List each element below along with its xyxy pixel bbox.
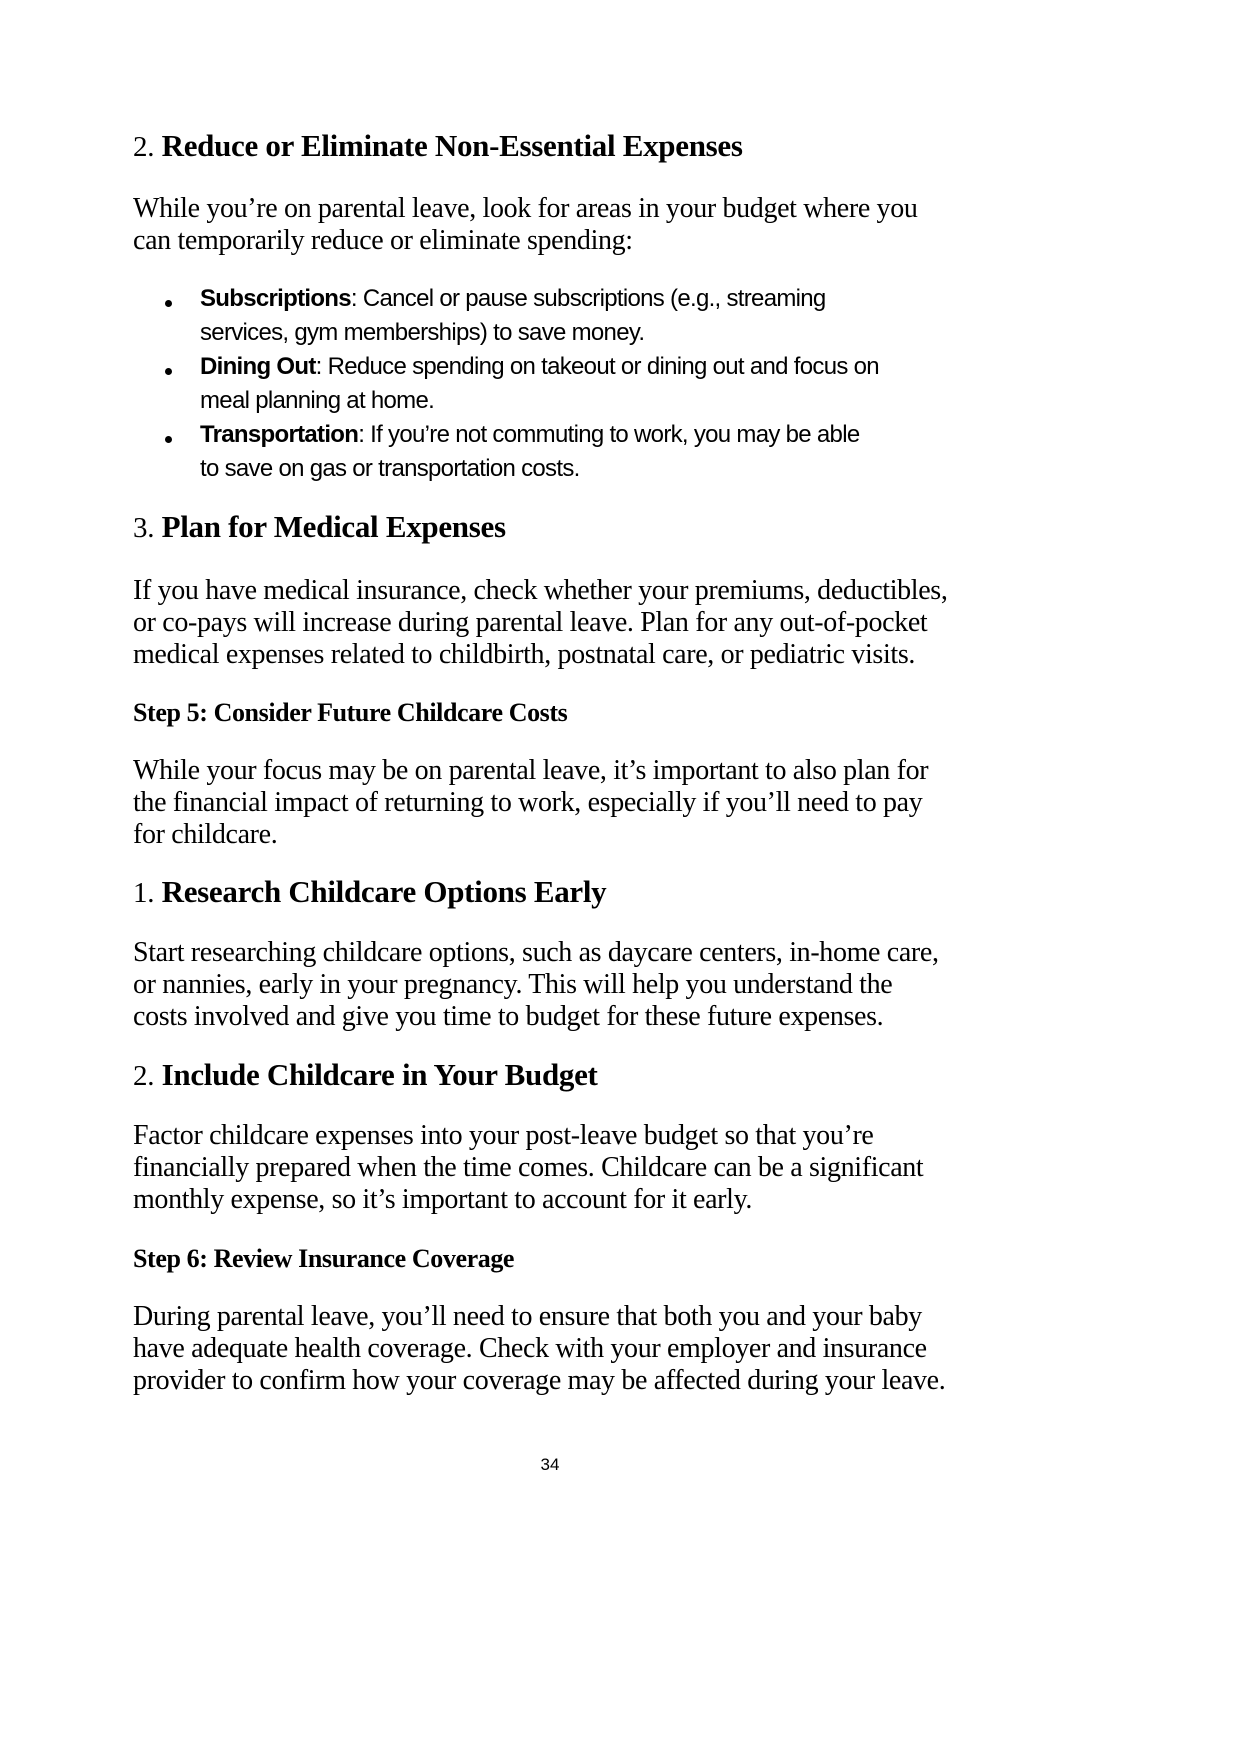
section-heading-include-childcare [133, 1057, 598, 1093]
paragraph-line: provider to confirm how your coverage may be affected during your leave. [133, 1365, 946, 1396]
paragraph-line: or nannies, early in your pregnancy. This will help you understand the [133, 969, 893, 1000]
section-heading-research-childcare [133, 874, 606, 910]
list-item-line [200, 285, 826, 313]
bullet-icon [165, 436, 172, 443]
paragraph-line: monthly expense, so it’s important to account for it early. [133, 1184, 753, 1215]
paragraph-line: While your focus may be on parental leave, it’s important to also plan for [133, 755, 929, 786]
list-item-text: : Cancel or pause subscriptions (e.g., streaming [350, 285, 826, 312]
paragraph-line: Start researching childcare options, such as daycare centers, in-home care, [133, 937, 939, 968]
paragraph-line: costs involved and give you time to budget for these future expenses. [133, 1001, 884, 1032]
step-heading-5: Step 5: Consider Future Childcare Costs [133, 698, 568, 727]
paragraph-line: or co-pays will increase during parental leave. Plan for any out-of-pocket [133, 607, 928, 638]
section-heading-medical-expenses [133, 509, 506, 545]
paragraph-line: for childcare. [133, 819, 278, 850]
list-item-term: Transportation [200, 421, 359, 448]
paragraph-line: can temporarily reduce or eliminate spending: [133, 225, 633, 256]
heading-number: 2. [133, 131, 155, 163]
heading-title: Research Childcare Options Early [161, 874, 607, 909]
paragraph-line: medical expenses related to childbirth, postnatal care, or pediatric visits. [133, 639, 916, 670]
list-item-text: : Reduce spending on takeout or dining out and focus on [315, 353, 879, 380]
list-item-line: services, gym memberships) to save money. [200, 319, 645, 346]
section-heading-reduce-expenses [133, 128, 743, 164]
heading-title: Plan for Medical Expenses [161, 509, 506, 544]
list-item-text: : If you’re not commuting to work, you may be able [358, 421, 860, 448]
heading-number: 3. [133, 512, 155, 544]
paragraph-line: the financial impact of returning to work, especially if you’ll need to pay [133, 787, 923, 818]
paragraph-line: If you have medical insurance, check whether your premiums, deductibles, [133, 575, 948, 606]
list-item-term: Dining Out [200, 353, 316, 380]
bullet-icon [165, 300, 172, 307]
paragraph-line: Factor childcare expenses into your post-leave budget so that you’re [133, 1120, 874, 1151]
heading-number: 2. [133, 1060, 155, 1092]
step-heading-6: Step 6: Review Insurance Coverage [133, 1244, 515, 1273]
page-number: 34 [540, 1455, 560, 1474]
list-item-line: meal planning at home. [200, 387, 435, 414]
list-item-line [200, 421, 859, 449]
list-item-term: Subscriptions [200, 285, 351, 312]
paragraph-line: have adequate health coverage. Check with your employer and insurance [133, 1333, 927, 1364]
heading-title: Reduce or Eliminate Non-Essential Expenses [161, 128, 743, 163]
heading-number: 1. [133, 877, 155, 909]
list-item-line [200, 353, 879, 381]
paragraph-line: While you’re on parental leave, look for areas in your budget where you [133, 193, 918, 224]
list-item-line: to save on gas or transportation costs. [200, 455, 580, 482]
paragraph-line: During parental leave, you’ll need to ensure that both you and your baby [133, 1301, 922, 1332]
paragraph-line: financially prepared when the time comes. Childcare can be a significant [133, 1152, 924, 1183]
bullet-icon [165, 368, 172, 375]
heading-title: Include Childcare in Your Budget [161, 1057, 598, 1092]
